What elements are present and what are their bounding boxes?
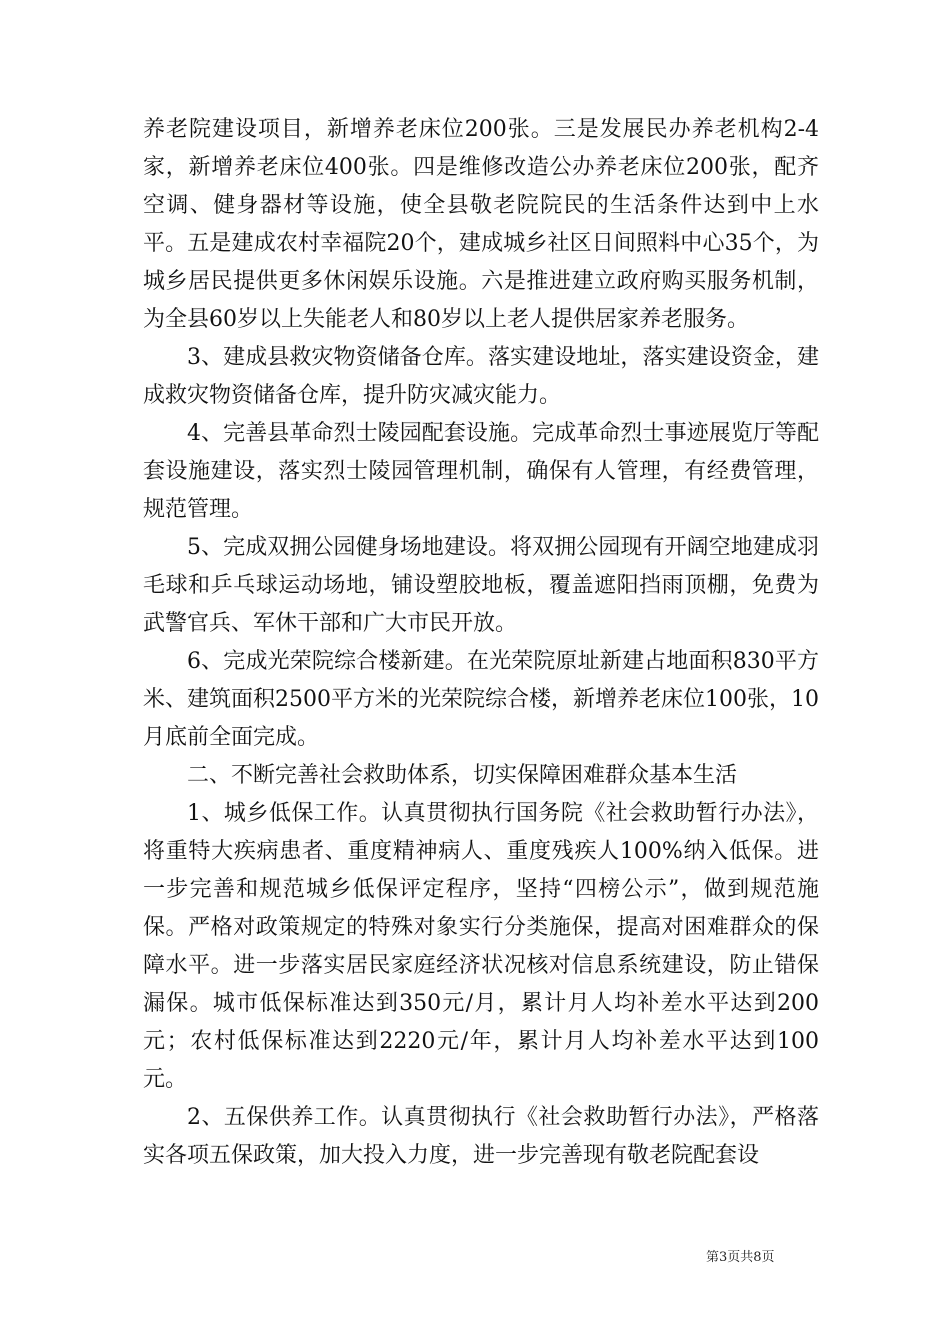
paragraph-item-4: 4、完善县革命烈士陵园配套设施。完成革命烈士事迹展览厅等配套设施建设，落实烈士陵园管理机制，确保有人管理，有经费管理，规范管理。	[143, 421, 819, 522]
paragraph-item-3: 3、建成县救灾物资储备仓库。落实建设地址，落实建设资金，建成救灾物资储备仓库，提升防灾减灾能力。	[143, 345, 819, 408]
document-body	[143, 111, 819, 1175]
section-heading-2: 二、不断完善社会救助体系，切实保障困难群众基本生活	[187, 763, 738, 788]
page-number-footer: 第3页共8页	[706, 1250, 775, 1265]
paragraph-subitem-2: 2、五保供养工作。认真贯彻执行《社会救助暂行办法》，严格落实各项五保政策，加大投入力度，进一步完善现有敬老院配套设	[143, 1105, 819, 1168]
paragraph-item-6: 6、完成光荣院综合楼新建。在光荣院原址新建占地面积830平方米、建筑面积2500平方米的光荣院综合楼，新增养老床位100张，10月底前全面完成。	[143, 649, 819, 750]
paragraph-continued: 养老院建设项目，新增养老床位200张。三是发展民办养老机构2-4家，新增养老床位400张。四是维修改造公办养老床位200张，配齐空调、健身器材等设施，使全县敬老院院民的生活条件达到中上水平。五是建成农村幸福院20个，建成城乡社区日间照料中心35个，为城乡居民提供更多休闲娱乐设施。六是推进建立政府购买服务机制，为全县60岁以上失能老人和80岁以上老人提供居家养老服务。	[143, 117, 819, 332]
paragraph-subitem-1: 1、城乡低保工作。认真贯彻执行国务院《社会救助暂行办法》，将重特大疾病患者、重度精神病人、重度残疾人100%纳入低保。进一步完善和规范城乡低保评定程序，坚持“四榜公示”，做到规范施保。严格对政策规定的特殊对象实行分类施保，提高对困难群众的保障水平。进一步落实居民家庭经济状况核对信息系统建设，防止错保漏保。城市低保标准达到350元/月，累计月人均补差水平达到200元；农村低保标准达到2220元/年，累计月人均补差水平达到100元。	[143, 801, 819, 1092]
paragraph-item-5: 5、完成双拥公园健身场地建设。将双拥公园现有开阔空地建成羽毛球和乒乓球运动场地，铺设塑胶地板，覆盖遮阳挡雨顶棚，免费为武警官兵、军休干部和广大市民开放。	[143, 535, 819, 636]
